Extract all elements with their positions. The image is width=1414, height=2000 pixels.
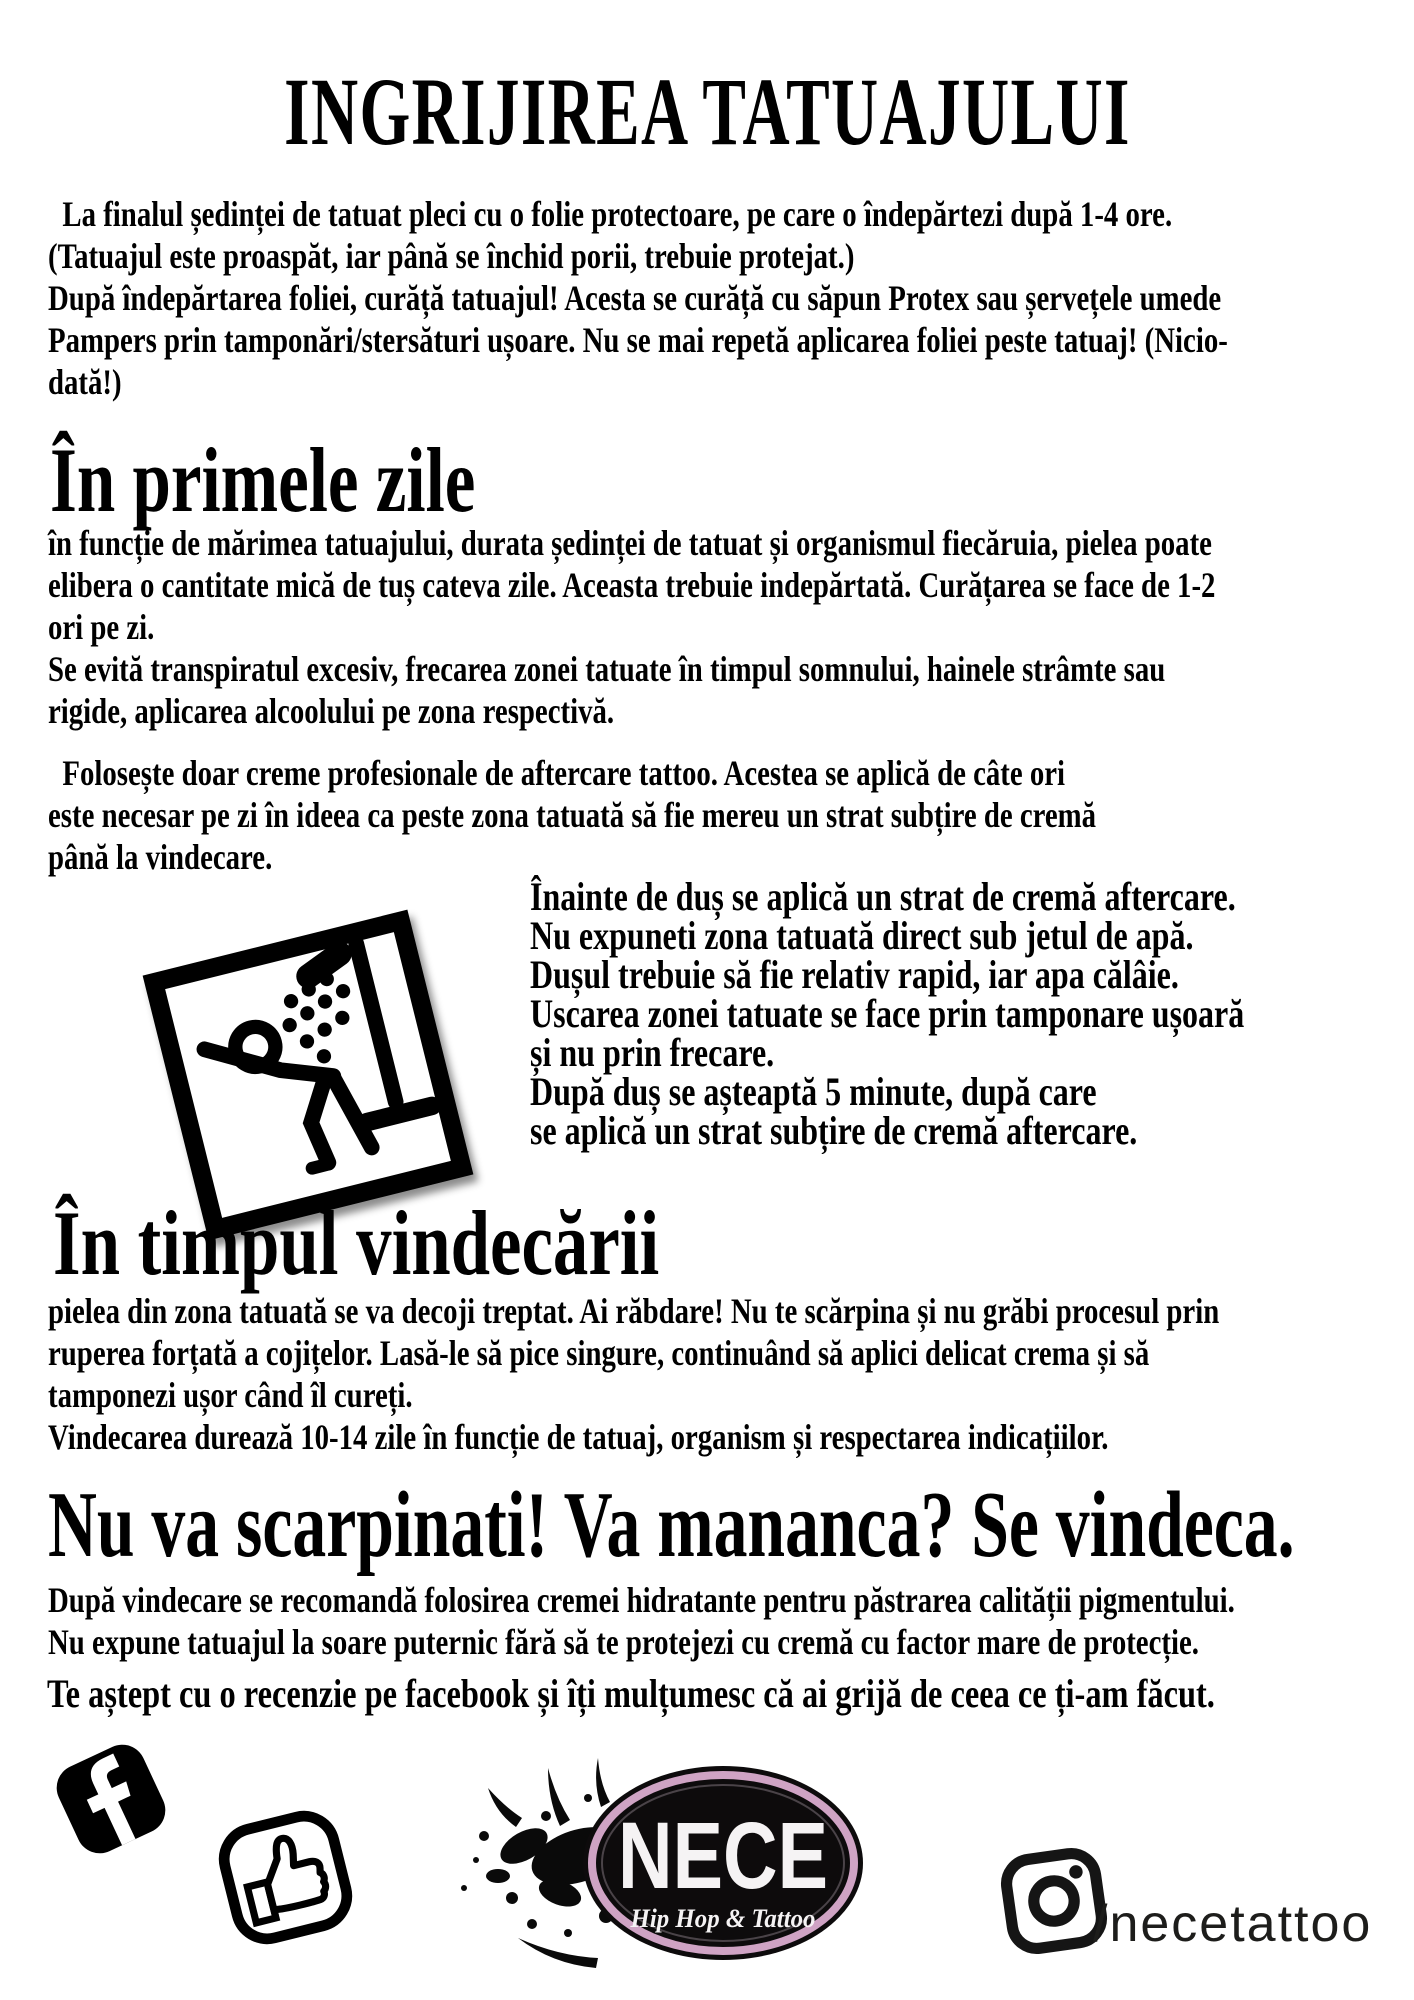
logo-name-text: NECE (618, 1803, 828, 1909)
first-days-paragraph (48, 522, 1414, 732)
text-line: rigide, aplicarea alcoolului pe zona respectivă. (48, 691, 615, 731)
text-line: ruperea forțată a cojițelor. Lasă-le să pice singure, continuând să aplici delicat crema și să (48, 1333, 1150, 1373)
closing-line (47, 1672, 1414, 1716)
text-line: La finalul ședinței de tatuat pleci cu o folie protectoare, pe care o îndepărtezi după 1-4 ore. (62, 194, 1173, 234)
section-heading-first-days: În primele zile (50, 429, 476, 531)
page-title: INGRIJIREA TATUAJULUI (283, 58, 1131, 165)
text-line: dată!) (48, 362, 122, 402)
text-line: Te aștept cu o recenzie pe facebook și îți mulțumesc că ai grijă de ceea ce ți-am făcut. (47, 1671, 1215, 1716)
section-heading-no-scratch: Nu va scarpinati! Va mananca? Se vindeca. (48, 1473, 1295, 1577)
text-line: până la vindecare. (48, 837, 273, 877)
text-line: elibera o cantitate mică de tuș cateva zile. Aceasta trebuie indepărtată. Curățarea se face de 1-2 (48, 565, 1216, 605)
text-line: (Tatuajul este proaspăt, iar până se închid porii, trebuie protejat.) (48, 236, 855, 276)
text-line: După îndepărtarea foliei, curăță tatuajul! Acesta se curăță cu săpun Protex sau șervețele umede (48, 278, 1222, 318)
text-line: și nu prin frecare. (530, 1030, 775, 1075)
text-line: se aplică un strat subțire de cremă aftercare. (530, 1108, 1138, 1153)
text-line: Nu expuneti zona tatuată direct sub jetul de apă. (530, 913, 1194, 958)
thumbs-up-icon (206, 1798, 365, 1957)
shower-pictogram-icon (158, 925, 458, 1225)
text-line: După vindecare se recomandă folosirea cremei hidratante pentru păstrarea calității pigmentului. (48, 1580, 1235, 1620)
shower-instructions (530, 874, 1414, 1153)
text-line: Nu expune tatuajul la soare puternic fără să te protejezi cu cremă cu factor mare de protecție. (48, 1622, 1199, 1662)
instagram-handle: /necetattoo (1093, 1895, 1373, 1953)
aftercare-cream-paragraph (48, 752, 1358, 878)
text-line: Se evită transpiratul excesiv, frecarea zonei tatuate în timpul somnului, hainele strâmte sau (48, 649, 1166, 689)
text-line: Folosește doar creme profesionale de aftercare tattoo. Acestea se aplică de câte ori (62, 753, 1066, 793)
text-line: Vindecarea durează 10-14 zile în funcție de tatuaj, organism și respectarea indicațiilor. (48, 1417, 1109, 1457)
text-line: Înainte de duș se aplică un strat de cremă aftercare. (530, 874, 1236, 919)
intro-paragraph (48, 193, 1414, 403)
text-line: tamponezi ușor când îl cureți. (48, 1375, 413, 1415)
text-line: pielea din zona tatuată se va decoji treptat. Ai răbdare! Nu te scărpina și nu grăbi procesul prin (48, 1291, 1220, 1331)
text-line: este necesar pe zi în ideea ca peste zona tatuată să fie mereu un strat subțire de cremă (48, 795, 1097, 835)
no-scratch-paragraph (48, 1579, 1414, 1663)
text-line: în funcție de mărimea tatuajului, durata ședinței de tatuat și organismul fiecăruia, pielea poate (48, 523, 1212, 563)
nece-logo (428, 1728, 878, 1998)
facebook-icon (41, 1729, 182, 1870)
section-heading-healing: În timpul vindecării (53, 1192, 660, 1294)
healing-paragraph (48, 1290, 1414, 1458)
logo-tagline-text: Hip Hop & Tattoo (629, 1904, 816, 1933)
text-line: ori pe zi. (48, 607, 155, 647)
page-title-row (0, 58, 1414, 165)
text-line: După duș se așteaptă 5 minute, după care (530, 1069, 1097, 1114)
text-line: Uscarea zonei tatuate se face prin tamponare ușoară (530, 991, 1245, 1036)
text-line: Pampers prin tamponări/stersături ușoare. Nu se mai repetă aplicarea foliei peste tatuaj! (Nicio- (48, 320, 1228, 360)
text-line: Dușul trebuie să fie relativ rapid, iar apa călâie. (530, 952, 1179, 997)
